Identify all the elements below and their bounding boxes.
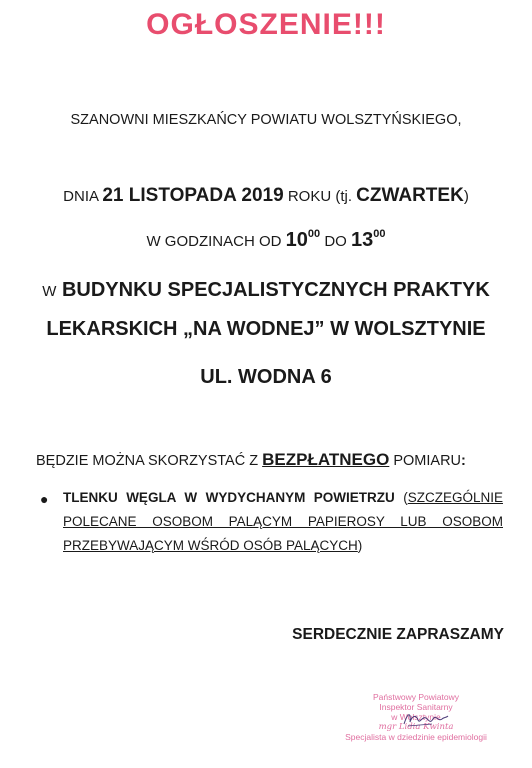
- official-stamp: [330, 692, 502, 742]
- building-prefix: W: [42, 283, 57, 300]
- building-name-1: BUDYNKU SPECJALISTYCZNYCH PRAKTYK: [61, 279, 490, 301]
- list-item-close: ): [357, 538, 363, 553]
- measurement-line: [36, 450, 466, 470]
- page-title: OGŁOSZENIE!!!: [146, 8, 386, 41]
- stamp-line-4: mgr Lidia Kwinta: [378, 722, 454, 732]
- invitation: SERDECZNIE ZAPRASZAMY: [292, 626, 504, 643]
- from-minutes: 00: [307, 228, 321, 240]
- event-day: CZWARTEK: [356, 185, 464, 206]
- event-date: 21 LISTOPADA 2019: [102, 185, 284, 206]
- free-label: BEZPŁATNEGO: [262, 450, 390, 469]
- to-minutes: 00: [373, 228, 386, 240]
- measurement-prefix: BĘDZIE MOŻNA SKORZYSTAĆ Z: [36, 453, 259, 469]
- date-suffix: ): [463, 188, 469, 205]
- list-item-details: SZCZEGÓLNIE POLECANE OSOBOM PALĄCYM PAPIEROSY LUB OSOBOM PRZEBYWAJĄCYM WŚRÓD OSÓB PALĄCYCH: [63, 490, 503, 553]
- list-item: [63, 486, 503, 558]
- street-address: UL. WODNA 6: [200, 366, 332, 388]
- list-item-bold: TLENKU WĘGLA W WYDYCHANYM POWIETRZU: [63, 490, 395, 505]
- stamp-line-1: Państwowy Powiatowy: [373, 692, 459, 702]
- stamp-line-3: w Wolsztynie: [391, 712, 441, 722]
- list-item-open: (: [403, 490, 408, 505]
- building-line-2: LEKARSKICH „NA WODNEJ” W WOLSZTYNIE: [46, 318, 486, 340]
- bullet-icon: ●: [40, 491, 49, 507]
- event-date-line: [0, 185, 532, 207]
- from-hour: 10: [285, 229, 308, 251]
- greeting: SZANOWNI MIESZKAŃCY POWIATU WOLSZTYŃSKIEGO,: [70, 112, 462, 128]
- stamp-line-2: Inspektor Sanitarny: [379, 702, 453, 712]
- measurement-colon: :: [461, 453, 466, 469]
- measurement-suffix: POMIARU: [393, 453, 462, 469]
- stamp-line-5: Specjalista w dziedzinie epidemiologii: [345, 732, 487, 742]
- signature-icon: [402, 710, 450, 730]
- hours-to-word: DO: [324, 233, 347, 250]
- building-line-1: [0, 279, 532, 302]
- date-middle: ROKU (tj.: [287, 188, 352, 205]
- event-hours-line: [0, 228, 532, 252]
- to-hour: 13: [351, 229, 374, 251]
- date-prefix: DNIA: [63, 188, 99, 205]
- hours-prefix: W GODZINACH OD: [146, 233, 282, 250]
